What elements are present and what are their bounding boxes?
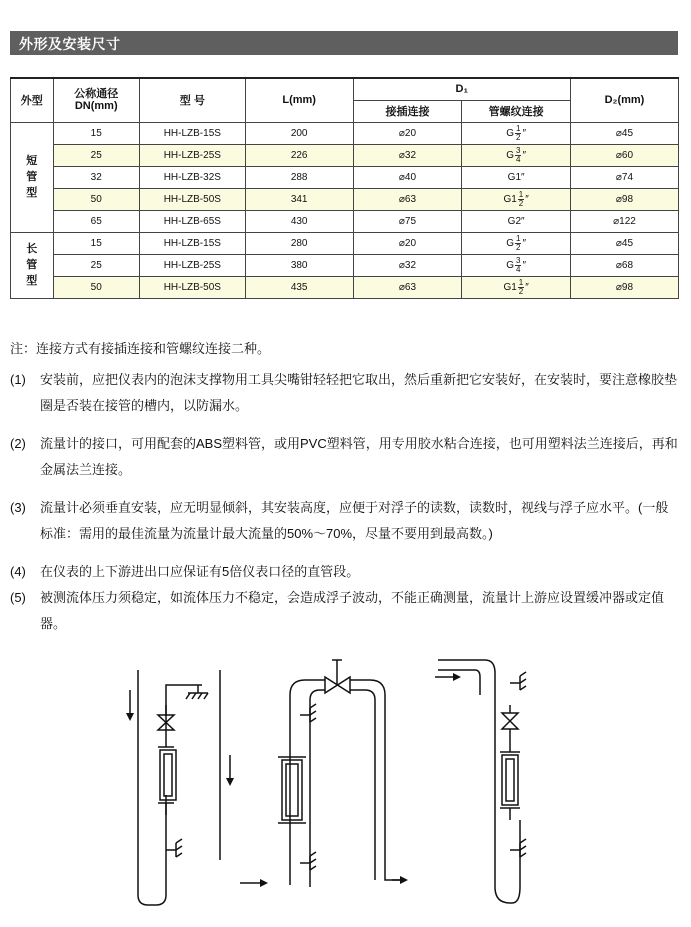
cell-d2: ⌀68 bbox=[570, 254, 678, 276]
section-title: 外形及安装尺寸 bbox=[19, 37, 121, 53]
cell-dn: 25 bbox=[53, 254, 139, 276]
cell-dn: 15 bbox=[53, 122, 139, 144]
cell-thread: G $\frac{3}{4}$ ″ bbox=[462, 144, 571, 166]
cell-socket: ⌀32 bbox=[353, 254, 462, 276]
table-row bbox=[11, 166, 679, 188]
instruction-text: 在仪表的上下游进出口应保证有5倍仪表口径的直管段。 bbox=[40, 564, 360, 579]
cell-d2: ⌀60 bbox=[570, 144, 678, 166]
instruction-index: (5) bbox=[10, 590, 26, 605]
header-shape: 外型 bbox=[11, 78, 54, 122]
header-dn: 公称通径 DN(mm) bbox=[53, 78, 139, 122]
flow-arrow-icon bbox=[453, 673, 461, 681]
header-model: 型 号 bbox=[139, 78, 245, 122]
cell-thread: G $\frac{1}{2}$ ″ bbox=[462, 232, 571, 254]
cell-socket: ⌀20 bbox=[353, 122, 462, 144]
instruction-text: 流量计的接口，可用配套的ABS塑料管，或用PVC塑料管，用专用胶水粘合连接，也可用塑料法兰连接后，再和金属法兰连接。 bbox=[40, 436, 678, 477]
cell-model: HH-LZB-25S bbox=[139, 254, 245, 276]
section-header-bar bbox=[10, 31, 678, 55]
cell-thread: G $\frac{1}{2}$ ″ bbox=[462, 122, 571, 144]
cell-dn: 50 bbox=[53, 188, 139, 210]
cell-dn: 32 bbox=[53, 166, 139, 188]
cell-socket: ⌀40 bbox=[353, 166, 462, 188]
table-row bbox=[11, 122, 679, 144]
cell-length: 280 bbox=[245, 232, 353, 254]
instruction-text: 流量计必须垂直安装，应无明显倾斜，其安装高度，应便于对浮子的读数，读数时，视线与浮子应水平。(一般标准：需用的最佳流量为流量计最大流量的50%～70%，尽量不要用到最高数。) bbox=[40, 500, 669, 541]
install-figure-1 bbox=[138, 670, 220, 905]
cell-length: 430 bbox=[245, 210, 353, 232]
cell-dn: 50 bbox=[53, 276, 139, 298]
instruction-index: (4) bbox=[10, 564, 26, 579]
group-long-label: 长 管 型 bbox=[11, 232, 54, 298]
instruction-index: (3) bbox=[10, 500, 26, 515]
header-d2: D₂(mm) bbox=[570, 78, 678, 122]
cell-d2: ⌀122 bbox=[570, 210, 678, 232]
instruction-index: (1) bbox=[10, 372, 26, 387]
cell-length: 435 bbox=[245, 276, 353, 298]
cell-model: HH-LZB-50S bbox=[139, 276, 245, 298]
cell-model: HH-LZB-25S bbox=[139, 144, 245, 166]
cell-length: 226 bbox=[245, 144, 353, 166]
cell-socket: ⌀32 bbox=[353, 144, 462, 166]
cell-thread: G1″ bbox=[462, 166, 571, 188]
cell-model: HH-LZB-65S bbox=[139, 210, 245, 232]
install-figure-2 bbox=[278, 660, 400, 887]
flow-arrow-icon bbox=[260, 879, 268, 887]
table-row bbox=[11, 254, 679, 276]
cell-thread: G1 $\frac{1}{2}$ ″ bbox=[462, 276, 571, 298]
table-row bbox=[11, 232, 679, 254]
cell-thread: G2″ bbox=[462, 210, 571, 232]
cell-socket: ⌀75 bbox=[353, 210, 462, 232]
cell-length: 288 bbox=[245, 166, 353, 188]
cell-length: 200 bbox=[245, 122, 353, 144]
dimension-table bbox=[10, 77, 679, 299]
instruction-text: 被测流体压力须稳定，如流体压力不稳定，会造成浮子波动，不能正确测量，流量计上游应设置缓冲器或定值器。 bbox=[40, 590, 665, 631]
cell-d2: ⌀98 bbox=[570, 188, 678, 210]
flow-arrow-icon bbox=[400, 876, 408, 884]
table-row bbox=[11, 188, 679, 210]
table-row bbox=[11, 144, 679, 166]
connection-note: 注：连接方式有接插连接和管螺纹连接二种。 bbox=[10, 341, 271, 356]
cell-thread: G1 $\frac{1}{2}$ ″ bbox=[462, 188, 571, 210]
cell-model: HH-LZB-50S bbox=[139, 188, 245, 210]
cell-d2: ⌀45 bbox=[570, 122, 678, 144]
cell-d2: ⌀74 bbox=[570, 166, 678, 188]
cell-dn: 65 bbox=[53, 210, 139, 232]
cell-socket: ⌀63 bbox=[353, 188, 462, 210]
group-short-label: 短 管 型 bbox=[11, 122, 54, 232]
cell-d2: ⌀98 bbox=[570, 276, 678, 298]
cell-length: 341 bbox=[245, 188, 353, 210]
header-d1-thread: 管螺纹连接 bbox=[462, 100, 571, 122]
instruction-text: 安装前，应把仪表内的泡沫支撑物用工具尖嘴钳轻轻把它取出，然后重新把它安装好，在安装时，要注意橡胶垫圈是否装在接管的槽内，以防漏水。 bbox=[40, 372, 678, 413]
flow-arrow-icon bbox=[126, 713, 134, 721]
cell-thread: G $\frac{3}{4}$ ″ bbox=[462, 254, 571, 276]
cell-socket: ⌀63 bbox=[353, 276, 462, 298]
header-d1: D₁ bbox=[353, 78, 570, 100]
installation-diagram bbox=[120, 655, 580, 917]
header-length: L(mm) bbox=[245, 78, 353, 122]
header-d1-socket: 接插连接 bbox=[353, 100, 462, 122]
flow-arrow-icon bbox=[226, 778, 234, 786]
cell-d2: ⌀45 bbox=[570, 232, 678, 254]
cell-length: 380 bbox=[245, 254, 353, 276]
cell-dn: 15 bbox=[53, 232, 139, 254]
cell-model: HH-LZB-15S bbox=[139, 232, 245, 254]
install-figure-3 bbox=[438, 660, 526, 903]
cell-dn: 25 bbox=[53, 144, 139, 166]
cell-model: HH-LZB-15S bbox=[139, 122, 245, 144]
table-row bbox=[11, 276, 679, 298]
instruction-index: (2) bbox=[10, 436, 26, 451]
cell-model: HH-LZB-32S bbox=[139, 166, 245, 188]
cell-socket: ⌀20 bbox=[353, 232, 462, 254]
table-row bbox=[11, 210, 679, 232]
